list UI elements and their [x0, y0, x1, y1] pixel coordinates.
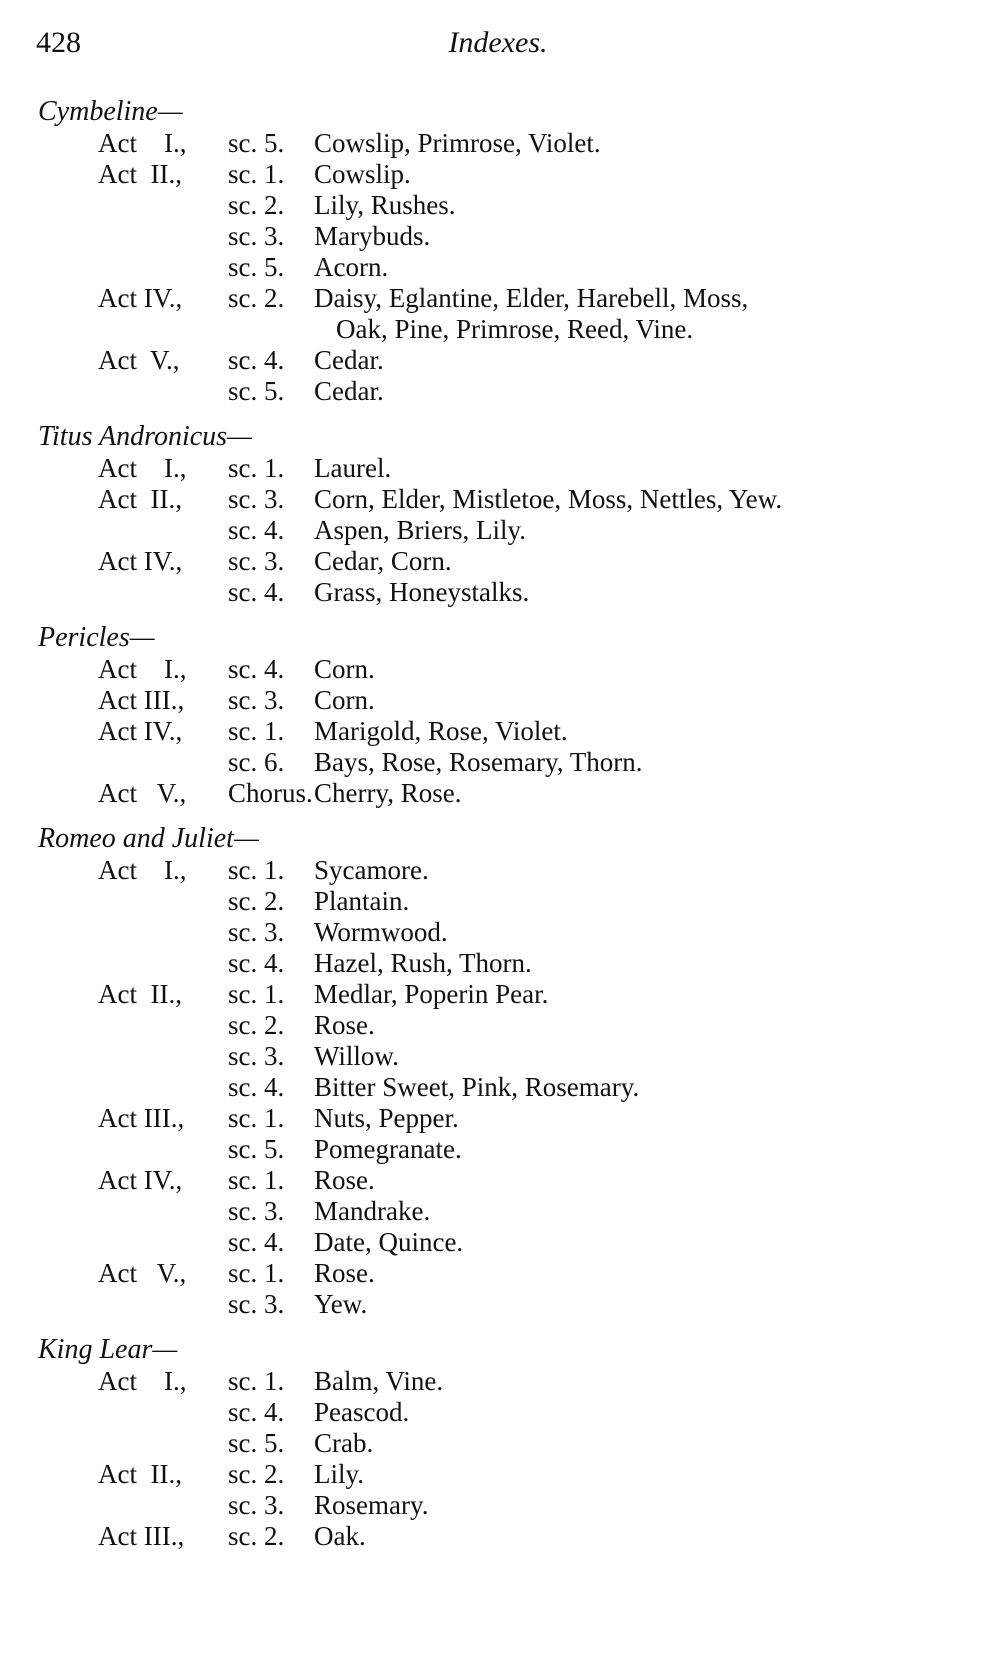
- plant-list: Crab.: [314, 1428, 374, 1458]
- index-entry: [38, 1397, 968, 1428]
- plant-list: Cowslip.: [314, 159, 411, 189]
- plant-list: Aspen, Briers, Lily.: [314, 515, 526, 545]
- plant-list: Cedar, Corn.: [314, 546, 452, 576]
- index-entry: [38, 1227, 968, 1258]
- scene-label: sc. 2.: [228, 190, 285, 220]
- act-label: Act V.,: [98, 778, 194, 808]
- index-entry: [38, 283, 968, 314]
- scene-label: sc. 4.: [228, 1072, 285, 1102]
- index-entry: [38, 221, 968, 252]
- act-label: Act IV.,: [98, 546, 189, 576]
- scene-label: sc. 3.: [228, 1490, 285, 1520]
- scene-label: sc. 4.: [228, 345, 285, 375]
- plant-index: [38, 96, 968, 1566]
- index-entry: [38, 1196, 968, 1227]
- plant-list: Date, Quince.: [314, 1227, 464, 1257]
- plant-list: Cherry, Rose.: [314, 778, 462, 808]
- scene-label: sc. 5.: [228, 1428, 285, 1458]
- act-label: Act V.,: [98, 345, 187, 375]
- act-label: Act IV.,: [98, 1165, 189, 1195]
- scene-label: sc. 4.: [228, 515, 285, 545]
- scene-label: sc. 1.: [228, 1366, 285, 1396]
- index-entry: [38, 685, 968, 716]
- scene-label: sc. 3.: [228, 1196, 285, 1226]
- scene-label: sc. 4.: [228, 577, 285, 607]
- scene-label: Chorus.: [228, 778, 313, 808]
- plant-list: Willow.: [314, 1041, 399, 1071]
- plant-list: Mandrake.: [314, 1196, 431, 1226]
- index-entry: [38, 855, 968, 886]
- scene-label: sc. 3.: [228, 917, 285, 947]
- plant-list: Medlar, Poperin Pear.: [314, 979, 549, 1009]
- scene-label: sc. 2.: [228, 283, 285, 313]
- plant-list: Bitter Sweet, Pink, Rosemary.: [314, 1072, 640, 1102]
- index-entry: [38, 314, 968, 345]
- act-label: Act III.,: [98, 1103, 191, 1133]
- scene-label: sc. 1.: [228, 1258, 285, 1288]
- plant-list: Pomegranate.: [314, 1134, 462, 1164]
- index-entry: [38, 1072, 968, 1103]
- scene-label: sc. 3.: [228, 1041, 285, 1071]
- index-entry: [38, 1289, 968, 1320]
- index-entry: [38, 1103, 968, 1134]
- act-label: Act V.,: [98, 1258, 194, 1288]
- act-label: Act II.,: [98, 484, 189, 514]
- scene-label: sc. 5.: [228, 376, 285, 406]
- plant-list: Plantain.: [314, 886, 410, 916]
- page-header: [36, 26, 960, 66]
- act-label: Act IV.,: [98, 716, 189, 746]
- index-entry: [38, 1134, 968, 1165]
- act-label: Act I.,: [98, 453, 194, 483]
- index-entry: [38, 1041, 968, 1072]
- plant-list: Rose.: [314, 1258, 375, 1288]
- play-title: Titus Andronicus—: [38, 421, 252, 452]
- plant-list: Balm, Vine.: [314, 1366, 444, 1396]
- scene-label: sc. 2.: [228, 1521, 285, 1551]
- act-label: Act II.,: [98, 1459, 189, 1489]
- scene-label: sc. 2.: [228, 886, 285, 916]
- running-title: Indexes.: [448, 26, 548, 59]
- scene-label: sc. 5.: [228, 1134, 285, 1164]
- plant-list: Corn.: [314, 654, 375, 684]
- plant-list: Marigold, Rose, Violet.: [314, 716, 568, 746]
- scene-label: sc. 3.: [228, 484, 285, 514]
- act-label: Act II.,: [98, 159, 189, 189]
- scene-label: sc. 4.: [228, 1227, 285, 1257]
- plant-list: Yew.: [314, 1289, 368, 1319]
- plant-list: Corn, Elder, Mistletoe, Moss, Nettles, Yew.: [314, 484, 783, 514]
- index-entry: [38, 128, 968, 159]
- act-label: Act I.,: [98, 855, 194, 885]
- plant-list: Hazel, Rush, Thorn.: [314, 948, 532, 978]
- plant-list: Cedar.: [314, 376, 384, 406]
- play-section: [38, 96, 968, 407]
- plant-list: Oak.: [314, 1521, 366, 1551]
- plant-list: Nuts, Pepper.: [314, 1103, 459, 1133]
- index-entry: [38, 190, 968, 221]
- index-entry: [38, 159, 968, 190]
- index-entry: [38, 345, 968, 376]
- plant-list: Daisy, Eglantine, Elder, Harebell, Moss,: [314, 283, 749, 313]
- scene-label: sc. 3.: [228, 1289, 285, 1319]
- index-entry: [38, 1521, 968, 1552]
- index-entry: [38, 1258, 968, 1289]
- scene-label: sc. 2.: [228, 1459, 285, 1489]
- scene-label: sc. 1.: [228, 159, 285, 189]
- play-section: [38, 622, 968, 809]
- act-label: Act III.,: [98, 685, 191, 715]
- play-title: Pericles—: [38, 622, 155, 653]
- index-entry: [38, 252, 968, 283]
- play-section: [38, 421, 968, 608]
- play-title: Cymbeline—: [38, 96, 183, 127]
- plant-list: Lily.: [314, 1459, 364, 1489]
- index-entry: [38, 1165, 968, 1196]
- scene-label: sc. 1.: [228, 1165, 285, 1195]
- scene-label: sc. 4.: [228, 654, 285, 684]
- index-entry: [38, 1366, 968, 1397]
- scene-label: sc. 3.: [228, 221, 285, 251]
- plant-list: Wormwood.: [314, 917, 448, 947]
- index-entry: [38, 948, 968, 979]
- act-label: Act IV.,: [98, 283, 189, 313]
- act-label: Act I.,: [98, 654, 194, 684]
- scene-label: sc. 1.: [228, 855, 285, 885]
- scene-label: sc. 3.: [228, 546, 285, 576]
- scene-label: sc. 6.: [228, 747, 285, 777]
- index-entry: [38, 484, 968, 515]
- index-entry: [38, 747, 968, 778]
- index-entry: [38, 546, 968, 577]
- plant-list: Marybuds.: [314, 221, 431, 251]
- act-label: Act II.,: [98, 979, 189, 1009]
- plant-list: Sycamore.: [314, 855, 429, 885]
- index-entry: [38, 917, 968, 948]
- scene-label: sc. 4.: [228, 948, 285, 978]
- index-entry: [38, 577, 968, 608]
- plant-list: Cowslip, Primrose, Violet.: [314, 128, 601, 158]
- scene-label: sc. 4.: [228, 1397, 285, 1427]
- index-entry: [38, 515, 968, 546]
- plant-list: Cedar.: [314, 345, 384, 375]
- plant-list: Corn.: [314, 685, 375, 715]
- plant-list: Rosemary.: [314, 1490, 429, 1520]
- scene-label: sc. 5.: [228, 128, 285, 158]
- play-section: [38, 1334, 968, 1552]
- plant-list: Bays, Rose, Rosemary, Thorn.: [314, 747, 643, 777]
- index-entry: [38, 376, 968, 407]
- play-section: [38, 823, 968, 1320]
- index-entry: [38, 778, 968, 809]
- scene-label: sc. 2.: [228, 1010, 285, 1040]
- plant-list: Rose.: [314, 1165, 375, 1195]
- scene-label: sc. 1.: [228, 979, 285, 1009]
- scene-label: sc. 1.: [228, 1103, 285, 1133]
- page-number: 428: [36, 26, 81, 59]
- play-title: King Lear—: [38, 1334, 178, 1365]
- act-label: Act I.,: [98, 128, 194, 158]
- plant-list: Grass, Honeystalks.: [314, 577, 530, 607]
- plant-list: Oak, Pine, Primrose, Reed, Vine.: [336, 314, 694, 344]
- index-entry: [38, 979, 968, 1010]
- act-label: Act I.,: [98, 1366, 194, 1396]
- plant-list: Peascod.: [314, 1397, 410, 1427]
- plant-list: Rose.: [314, 1010, 375, 1040]
- index-entry: [38, 1459, 968, 1490]
- index-entry: [38, 1490, 968, 1521]
- scene-label: sc. 3.: [228, 685, 285, 715]
- plant-list: Acorn.: [314, 252, 389, 282]
- index-entry: [38, 886, 968, 917]
- index-entry: [38, 453, 968, 484]
- plant-list: Laurel.: [314, 453, 392, 483]
- index-entry: [38, 1010, 968, 1041]
- index-entry: [38, 716, 968, 747]
- scene-label: sc. 1.: [228, 453, 285, 483]
- plant-list: Lily, Rushes.: [314, 190, 456, 220]
- index-entry: [38, 654, 968, 685]
- index-entry: [38, 1428, 968, 1459]
- scene-label: sc. 1.: [228, 716, 285, 746]
- scene-label: sc. 5.: [228, 252, 285, 282]
- play-title: Romeo and Juliet—: [38, 823, 259, 854]
- act-label: Act III.,: [98, 1521, 191, 1551]
